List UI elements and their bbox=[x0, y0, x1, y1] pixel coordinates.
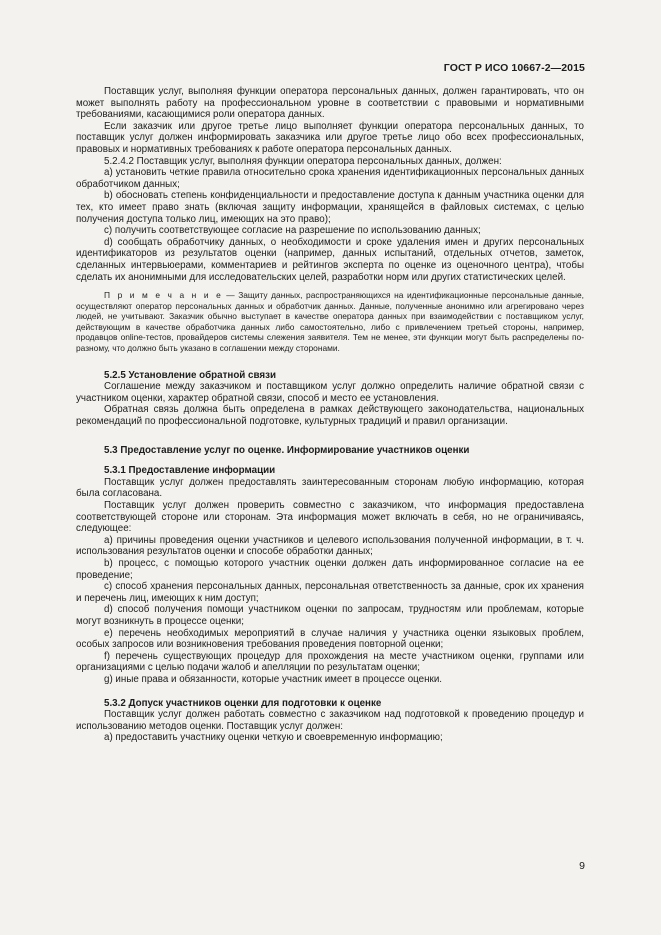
section-heading-5-2-5: 5.2.5 Установление обратной связи bbox=[104, 369, 276, 381]
list-item: a) установить четкие правила относительно срока хранения идентификационных персональных данных обработчиком данных; bbox=[76, 167, 584, 190]
paragraph: 5.2.4.2 Поставщик услуг, выполняя функции оператора персональных данных, должен: bbox=[104, 155, 502, 167]
list-item: b) обосновать степень конфиденциальности и предоставление доступа к данным участника оценки для тех, кто имеет право знать (включая защиту информации, хранящейся в файловых системах, с целью получения доступа только лиц, имеющих на это право); bbox=[76, 190, 584, 225]
paragraph: Соглашение между заказчиком и поставщиком услуг должно определить наличие обратной связи с участником оценки, характер обратной связи, способ и место ее установления. bbox=[76, 381, 584, 404]
page-number: 9 bbox=[579, 860, 585, 872]
list-item: a) причины проведения оценки участников и целевого использования полученной информации, в т. ч. использования результатов оценки и способе обработки данных; bbox=[76, 534, 584, 558]
note-label: П р и м е ч а н и е bbox=[104, 290, 223, 301]
list-item: e) перечень необходимых мероприятий в случае наличия у участника оценки языковых проблем, особых запросов или возникновения требования проведения повторной оценки; bbox=[76, 627, 584, 651]
paragraph: Поставщик услуг должен предоставлять заинтересованным сторонам любую информацию, которая была согласована. bbox=[76, 476, 584, 500]
paragraph: Поставщик услуг, выполняя функции оператора персональных данных, должен гарантировать, что он может выполнять работу на профессиональном уровне в соответствии с правовыми и нормативными требованиями, касающимися роли оператора данных. bbox=[76, 86, 584, 121]
section-heading-5-3: 5.3 Предоставление услуг по оценке. Информирование участников оценки bbox=[104, 444, 470, 456]
list-item: g) иные права и обязанности, которые участник имеет в процессе оценки. bbox=[104, 673, 443, 685]
paragraph: Поставщик услуг должен проверить совместно с заказчиком, что информация предоставлена соответствующей стороне или сторонам. Эта информация может включать в себя, но не ограничиваясь, следующее: bbox=[76, 500, 584, 535]
list-item: d) способ получения помощи участником оценки по запросам, трудностям или проблемам, которые могут возникнуть в процессе оценки; bbox=[76, 604, 584, 627]
note-text: — Защиту данных, распространяющихся на идентификационные персональные данные, осуществляют оператор персональных данных и обработчик данных. Данные, полученные анонимно или агрегировано через людей, не учитывают. Заказчик обычно выступает в качестве оператора данных при взаимодействии с поставщиком услуг, действующим в качестве обработчика данных либо самостоятельно, либо с привлечением третьей стороны, например, продавцов online-тестов, провайдеров системы слежения заявителя. Тем не менее, эти функции могут быть распределены по-разному, что должно быть указано в соглашении между сторонами. bbox=[76, 290, 584, 354]
note bbox=[76, 290, 584, 354]
document-body bbox=[76, 86, 584, 744]
list-item: c) получить соответствующее согласие на разрешение по использованию данных; bbox=[104, 225, 481, 237]
section-heading-5-3-1: 5.3.1 Предоставление информации bbox=[104, 465, 276, 477]
standard-header: ГОСТ Р ИСО 10667-2—2015 bbox=[443, 62, 585, 74]
paragraph: Если заказчик или другое третье лицо выполняет функции оператора персональных данных, то поставщик услуг должен информировать заказчика или другое третье лицо обо всех профессиональных, правовых и нормативных требованиях к работе оператора персональных данных. bbox=[76, 120, 584, 155]
list-item: c) способ хранения персональных данных, персональная ответственность за данные, срок их хранения и перечень лиц, имеющих к ним доступ; bbox=[76, 581, 584, 604]
list-item: d) сообщать обработчику данных, о необходимости и сроке удаления имен и других персональных идентификаторов из результатов оценки (например, данных испытаний, отдельных отчетов, заметок, сделанных интервьюерами, комментариев и рейтингов эксперта по оценке из оценочного центра), чтобы сделать их анонимными для исследовательских целей, разработки норм или других статистических целей. bbox=[76, 236, 584, 283]
list-item: a) предоставить участнику оценки четкую и своевременную информацию; bbox=[104, 732, 443, 744]
section-heading-5-3-2: 5.3.2 Допуск участников оценки для подготовки к оценке bbox=[104, 697, 382, 709]
list-item: b) процесс, с помощью которого участник оценки должен дать информированное согласие на ее проведение; bbox=[76, 557, 584, 581]
paragraph: Обратная связь должна быть определена в рамках действующего законодательства, национальных рекомендаций по профессиональной подготовке, культурных традиций и правил организации. bbox=[76, 404, 584, 428]
paragraph: Поставщик услуг должен работать совместно с заказчиком над подготовкой к проведению процедур и использованию методов оценки. Поставщик услуг должен: bbox=[76, 709, 584, 732]
list-item: f) перечень существующих процедур для прохождения на месте участником оценки, группами или организациями с целью подачи жалоб и апелляции по результатам оценки; bbox=[76, 650, 584, 674]
